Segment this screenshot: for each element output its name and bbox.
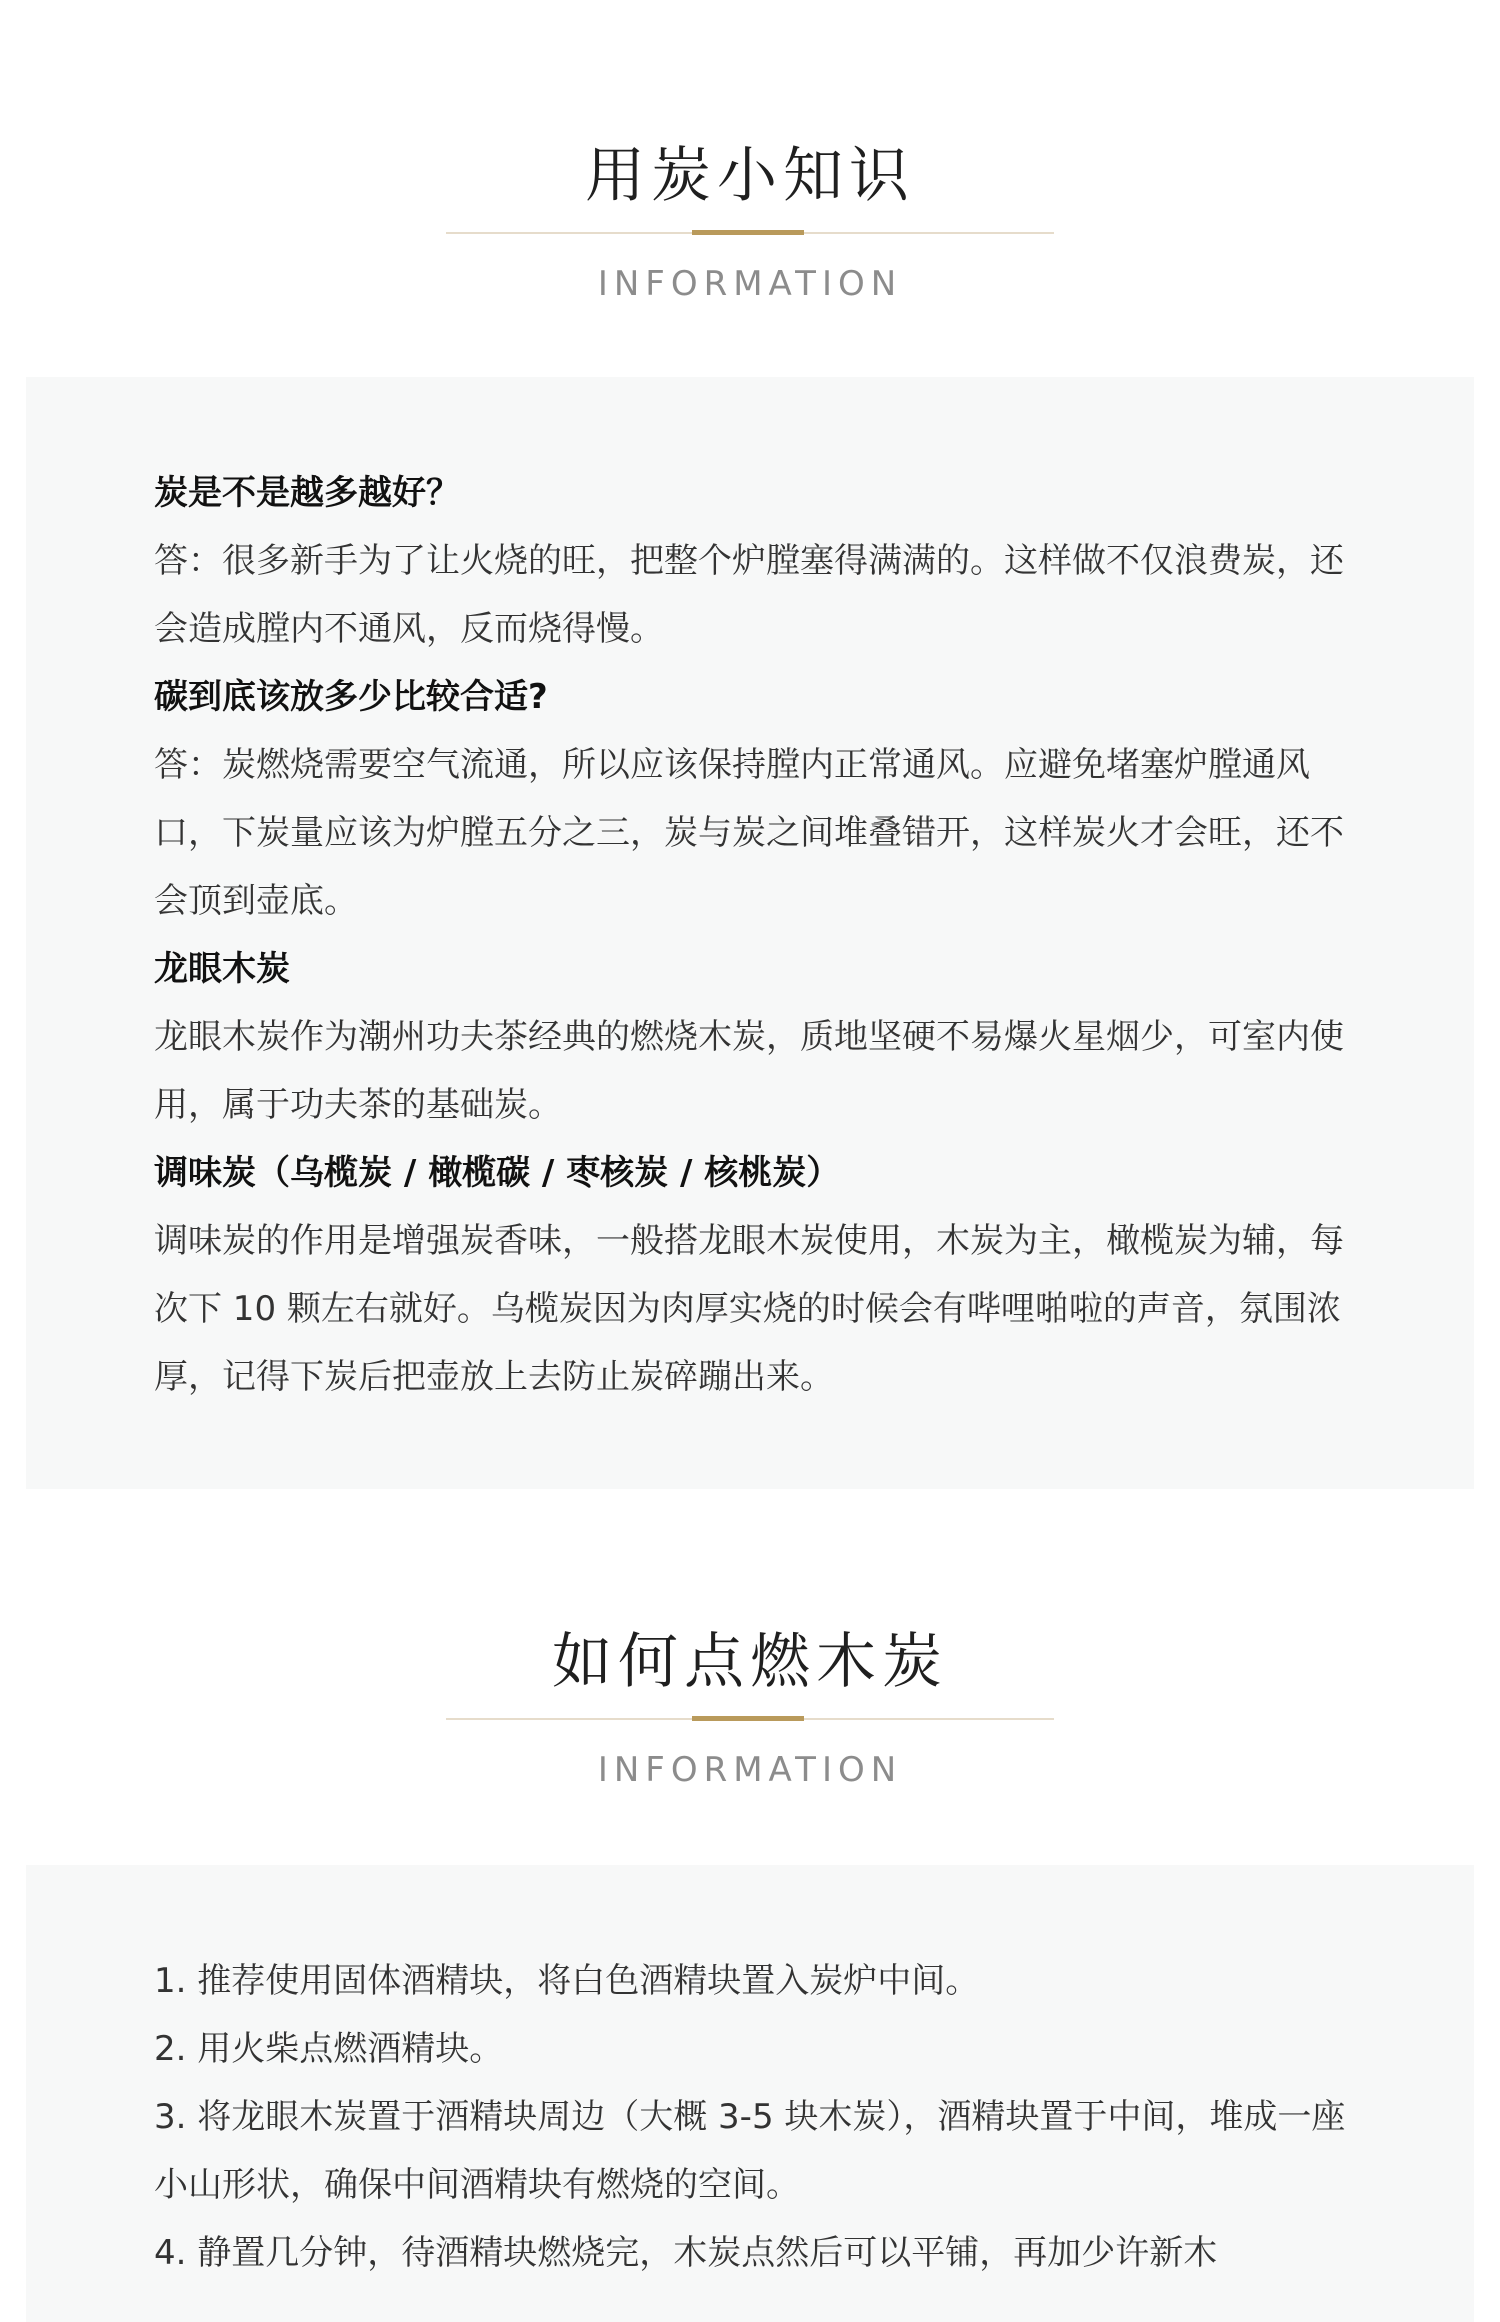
section-header-lighting: [0, 1626, 1500, 1790]
section-title: 用炭小知识: [585, 141, 915, 211]
tips-content: [154, 459, 1376, 1411]
section-header-charcoal-tips: [0, 140, 1500, 304]
divider-accent: [692, 1716, 804, 1721]
qa-question: 碳到底该放多少比较合适?: [154, 677, 548, 717]
steps-panel: [26, 1865, 1474, 2322]
qa-question: 龙眼木炭: [154, 949, 290, 989]
title-divider: [446, 1718, 1054, 1720]
step-item: 3. 将龙眼木炭置于酒精块周边（大概 3-5 块木炭），酒精块置于中间，堆成一座小山形状，确保中间酒精块有燃烧的空间。: [154, 2097, 1346, 2205]
qa-answer: 答：很多新手为了让火烧的旺，把整个炉膛塞得满满的。这样做不仅浪费炭，还会造成膛内不通风，反而烧得慢。: [154, 541, 1344, 649]
step-item: 4. 静置几分钟，待酒精块燃烧完，木炭点然后可以平铺，再加少许新木: [154, 2233, 1218, 2273]
qa-answer: 调味炭的作用是增强炭香味，一般搭龙眼木炭使用，木炭为主，橄榄炭为辅，每次下 10 颗左右就好。乌榄炭因为肉厚实烧的时候会有哔哩啪啦的声音，氛围浓厚，记得下炭后把壶放上去防止炭碎蹦出来。: [154, 1221, 1344, 1397]
qa-question: 调味炭（乌榄炭 / 橄榄碳 / 枣核炭 / 核桃炭）: [154, 1153, 841, 1193]
steps-content: [154, 1947, 1376, 2287]
divider-accent: [692, 230, 804, 235]
qa-answer: 龙眼木炭作为潮州功夫茶经典的燃烧木炭，质地坚硬不易爆火星烟少，可室内使用，属于功夫茶的基础炭。: [154, 1017, 1344, 1125]
step-item: 2. 用火柴点燃酒精块。: [154, 2029, 504, 2069]
title-divider: [446, 232, 1054, 234]
step-item: 1. 推荐使用固体酒精块，将白色酒精块置入炭炉中间。: [154, 1961, 980, 2001]
qa-question: 炭是不是越多越好？: [154, 473, 460, 513]
qa-answer: 答：炭燃烧需要空气流通，所以应该保持膛内正常通风。应避免堵塞炉膛通风口，下炭量应该为炉膛五分之三，炭与炭之间堆叠错开，这样炭火才会旺，还不会顶到壶底。: [154, 745, 1344, 921]
section-subtitle: INFORMATION: [597, 1750, 903, 1790]
tips-panel: [26, 377, 1474, 1489]
section-subtitle: INFORMATION: [597, 264, 903, 304]
section-title: 如何点燃木炭: [552, 1627, 948, 1697]
